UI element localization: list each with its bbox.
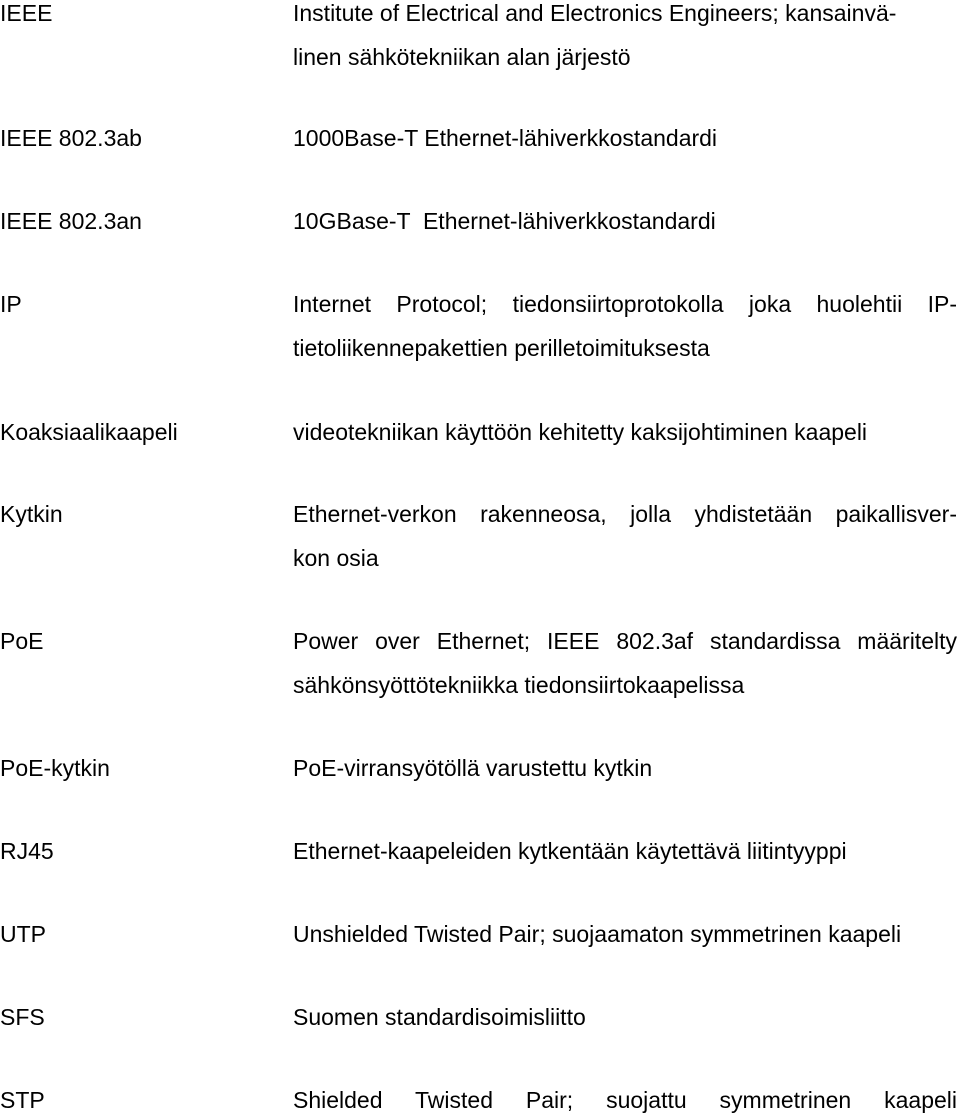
definition-line: Suomen standardisoimisliitto bbox=[293, 1004, 586, 1030]
glossary-definition bbox=[293, 126, 957, 150]
glossary-term: UTP bbox=[0, 921, 46, 947]
definition-line: Ethernet-verkon rakenneosa, jolla yhdistetään paikallisver- bbox=[293, 501, 957, 527]
definition-line: videotekniikan käyttöön kehitetty kaksijohtiminen kaapeli bbox=[293, 419, 868, 445]
glossary-definition bbox=[293, 1, 957, 69]
definition-line: tietoliikennepakettien perilletoimituksesta bbox=[293, 335, 710, 361]
definition-line: Internet Protocol; tiedonsiirtoprotokolla joka huolehtii IP- bbox=[293, 291, 957, 317]
definition-line: kon osia bbox=[293, 545, 379, 571]
definition-line: Ethernet-kaapeleiden kytkentään käytettävä liitintyyppi bbox=[293, 838, 847, 864]
glossary-definition bbox=[293, 1088, 957, 1112]
glossary-term: IEEE 802.3an bbox=[0, 208, 142, 234]
glossary-term: PoE bbox=[0, 628, 44, 654]
glossary-definition bbox=[293, 629, 957, 697]
glossary-term: RJ45 bbox=[0, 838, 54, 864]
glossary-definition bbox=[293, 756, 957, 780]
glossary-term: IEEE 802.3ab bbox=[0, 125, 142, 151]
glossary-term: Koaksiaalikaapeli bbox=[0, 419, 178, 445]
definition-line: PoE-virransyötöllä varustettu kytkin bbox=[293, 755, 653, 781]
glossary-term: Kytkin bbox=[0, 501, 63, 527]
definition-line: Power over Ethernet; IEEE 802.3af standardissa määritelty bbox=[293, 628, 957, 654]
definition-line: sähkönsyöttötekniikka tiedonsiirtokaapelissa bbox=[293, 672, 745, 698]
definition-line: 10GBase-T Ethernet-lähiverkkostandardi bbox=[293, 208, 716, 234]
glossary-definition bbox=[293, 1005, 957, 1029]
definition-line: Unshielded Twisted Pair; suojaamaton symmetrinen kaapeli bbox=[293, 921, 902, 947]
glossary-definition bbox=[293, 209, 957, 233]
glossary-definition bbox=[293, 292, 957, 360]
glossary-term: IEEE bbox=[0, 0, 53, 26]
definition-line: 1000Base-T Ethernet-lähiverkkostandardi bbox=[293, 125, 718, 151]
glossary-definition bbox=[293, 839, 957, 863]
definition-line: linen sähkötekniikan alan järjestö bbox=[293, 44, 631, 70]
glossary-term: PoE-kytkin bbox=[0, 755, 110, 781]
glossary-term: SFS bbox=[0, 1004, 45, 1030]
glossary-definition bbox=[293, 922, 957, 946]
definition-line: Shielded Twisted Pair; suojattu symmetrinen kaapeli bbox=[293, 1087, 957, 1113]
glossary-definition bbox=[293, 420, 957, 444]
glossary-term: IP bbox=[0, 291, 22, 317]
glossary-term: STP bbox=[0, 1087, 45, 1113]
definition-line: Institute of Electrical and Electronics Engineers; kansainvä- bbox=[293, 0, 897, 26]
glossary-definition bbox=[293, 502, 957, 570]
